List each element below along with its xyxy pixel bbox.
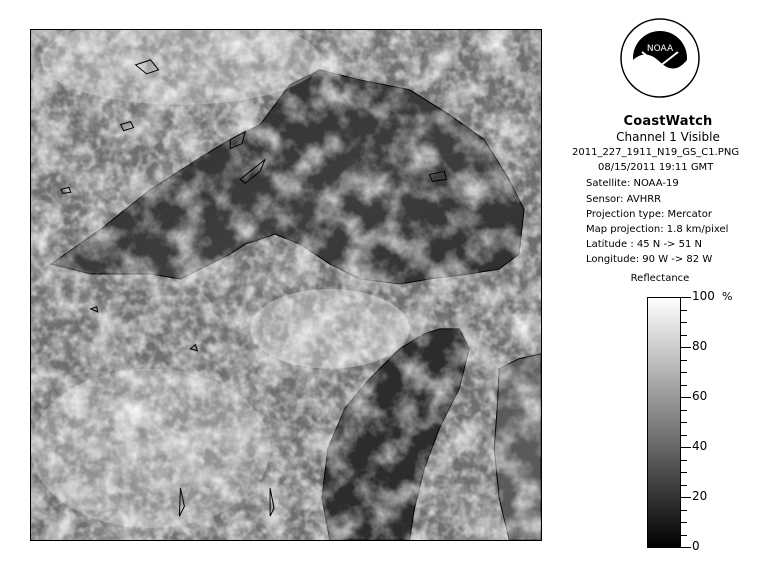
brand-title: CoastWatch bbox=[623, 114, 713, 129]
channel-label: Channel 1 Visible bbox=[616, 130, 720, 144]
colorbar-tick bbox=[681, 297, 691, 298]
colorbar-tick-label: 80 bbox=[692, 339, 708, 353]
sensor-text: Sensor: AVHRR bbox=[586, 194, 662, 205]
colorbar-tick bbox=[681, 410, 687, 411]
colorbar-tick bbox=[681, 335, 687, 336]
cloud-mass-center bbox=[250, 289, 409, 369]
colorbar-tick-label: 60 bbox=[692, 389, 708, 403]
colorbar-tick bbox=[681, 322, 687, 323]
colorbar-tick bbox=[681, 347, 691, 348]
colorbar-tick bbox=[681, 510, 687, 511]
map-projection-text: Map projection: 1.8 km/pixel bbox=[586, 224, 729, 235]
colorbar-tick bbox=[681, 372, 687, 373]
colorbar-tick bbox=[681, 435, 687, 436]
colorbar-tick bbox=[681, 485, 687, 486]
colorbar-tick bbox=[681, 497, 691, 498]
colorbar-tick-label: 0 bbox=[692, 539, 700, 553]
satellite-image bbox=[31, 30, 541, 540]
colorbar-tick bbox=[681, 535, 687, 536]
legend-title: Reflectance bbox=[630, 273, 690, 284]
colorbar-tick-label: 20 bbox=[692, 489, 708, 503]
colorbar-tick bbox=[681, 460, 687, 461]
colorbar-tick-label: 100 bbox=[692, 289, 715, 303]
longitude-text: Longitude: 90 W -> 82 W bbox=[586, 254, 713, 265]
filename-text: 2011_227_1911_N19_GS_C1.PNG bbox=[572, 147, 740, 158]
colorbar-tick bbox=[681, 547, 691, 548]
cloud-mass-sw bbox=[31, 369, 270, 528]
colorbar-tick bbox=[681, 397, 691, 398]
satellite-map bbox=[30, 29, 542, 541]
legend-unit: % bbox=[722, 290, 733, 303]
noaa-logo bbox=[620, 18, 700, 98]
satellite-text: Satellite: NOAA-19 bbox=[586, 178, 679, 189]
colorbar-tick bbox=[681, 385, 687, 386]
colorbar-tick-label: 40 bbox=[692, 439, 708, 453]
colorbar-tick bbox=[681, 447, 691, 448]
colorbar-tick bbox=[681, 360, 687, 361]
reflectance-colorbar bbox=[647, 297, 681, 548]
projection-type-text: Projection type: Mercator bbox=[586, 209, 712, 220]
latitude-text: Latitude : 45 N -> 51 N bbox=[586, 239, 702, 250]
colorbar-tick bbox=[681, 422, 687, 423]
datetime-text: 08/15/2011 19:11 GMT bbox=[598, 162, 714, 173]
colorbar-tick bbox=[681, 310, 687, 311]
colorbar-tick bbox=[681, 472, 687, 473]
colorbar-tick bbox=[681, 522, 687, 523]
logo-text: NOAA bbox=[646, 44, 674, 54]
